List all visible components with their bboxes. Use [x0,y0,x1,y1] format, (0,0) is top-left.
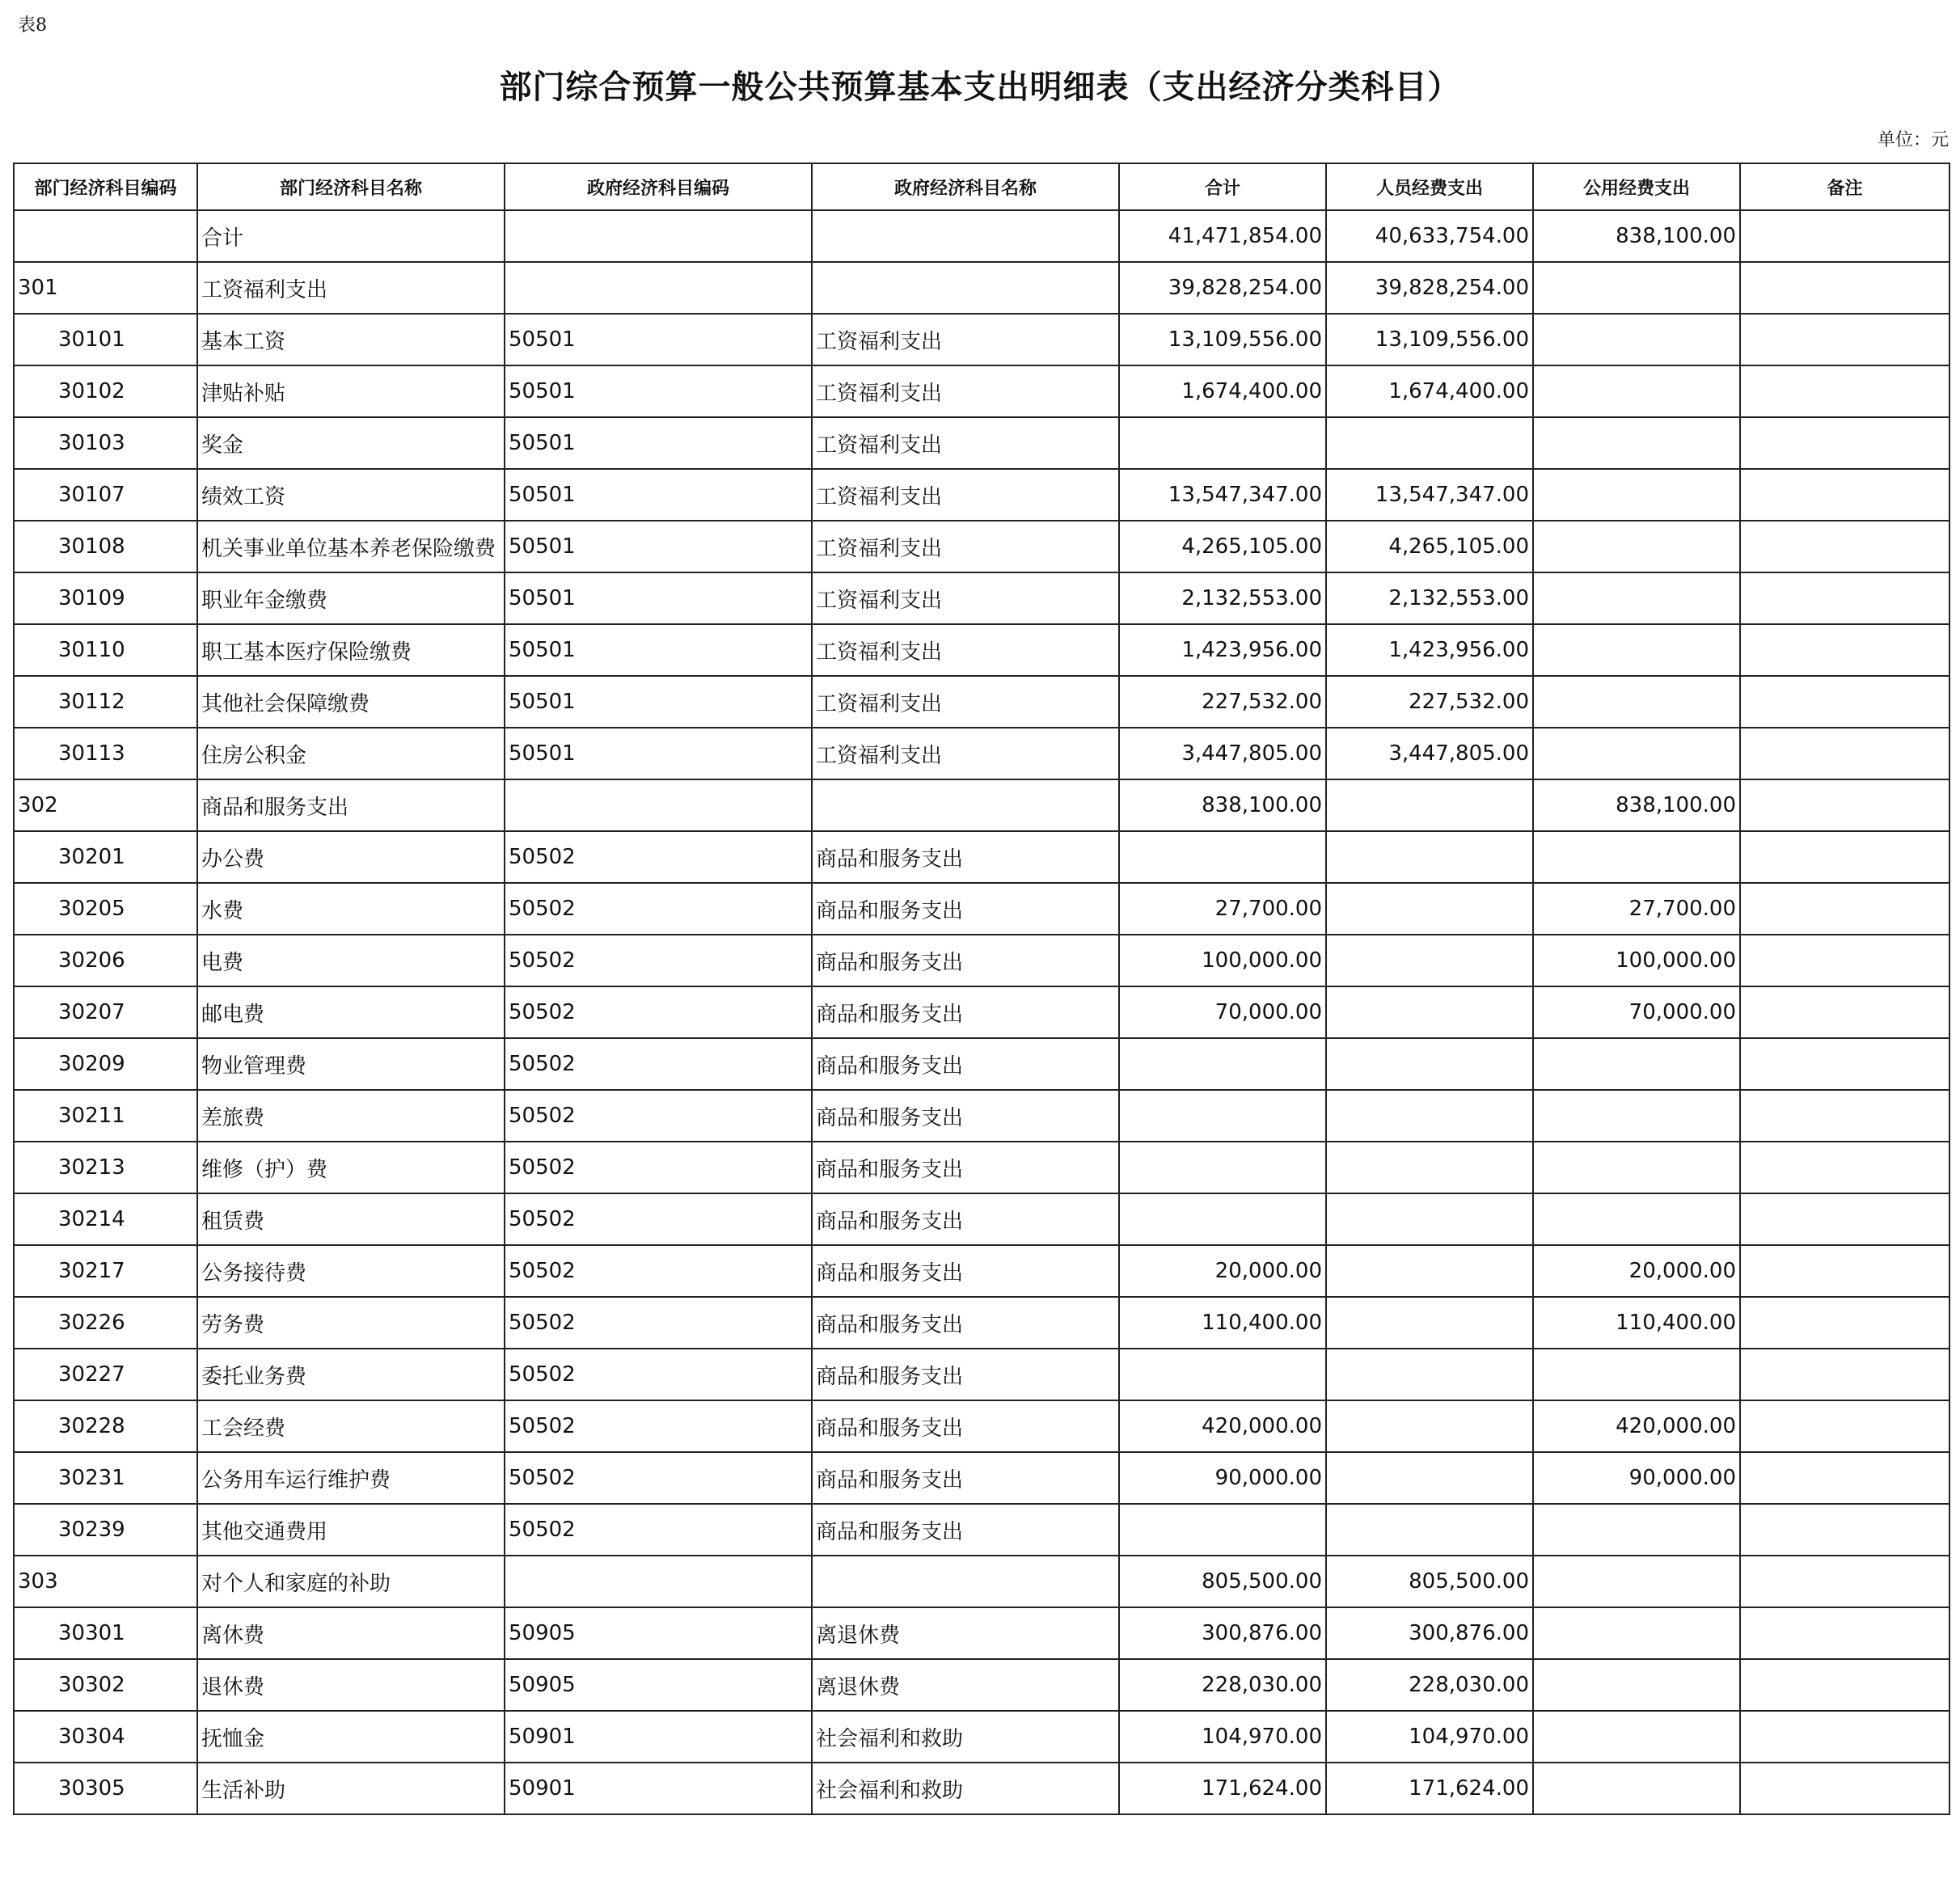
dept-code-cell: 30112 [14,676,197,728]
dept-code-cell: 30108 [14,521,197,572]
public-cell [1533,831,1740,883]
header-dept-name: 部门经济科目名称 [197,163,505,210]
dept-name-cell: 抚恤金 [197,1711,505,1763]
personnel-cell [1326,1245,1533,1297]
public-cell [1533,624,1740,676]
personnel-cell [1326,831,1533,883]
table-row [14,883,1949,935]
total-cell: 13,109,556.00 [1119,314,1326,365]
note-cell [1740,1607,1949,1659]
personnel-cell [1326,417,1533,469]
total-cell: 41,471,854.00 [1119,210,1326,262]
dept-name-cell: 公务接待费 [197,1245,505,1297]
total-cell: 420,000.00 [1119,1400,1326,1452]
dept-code-cell: 30211 [14,1090,197,1142]
dept-name-cell: 劳务费 [197,1297,505,1349]
header-personnel: 人员经费支出 [1326,163,1533,210]
total-cell: 1,423,956.00 [1119,624,1326,676]
dept-name-cell: 办公费 [197,831,505,883]
dept-code-cell: 303 [14,1556,197,1607]
total-cell: 838,100.00 [1119,779,1326,831]
gov-name-cell: 商品和服务支出 [812,1038,1119,1090]
table-row [14,417,1949,469]
personnel-cell [1326,1400,1533,1452]
dept-name-cell: 绩效工资 [197,469,505,521]
public-cell [1533,1763,1740,1814]
dept-code-cell: 30302 [14,1659,197,1711]
total-cell: 100,000.00 [1119,935,1326,986]
public-cell: 90,000.00 [1533,1452,1740,1504]
public-cell: 70,000.00 [1533,986,1740,1038]
total-cell: 805,500.00 [1119,1556,1326,1607]
budget-detail-table [13,163,1950,1815]
header-total: 合计 [1119,163,1326,210]
gov-name-cell: 工资福利支出 [812,572,1119,624]
personnel-cell: 805,500.00 [1326,1556,1533,1607]
note-cell [1740,883,1949,935]
gov-code-cell [505,1556,812,1607]
gov-code-cell [505,262,812,314]
table-row [14,1297,1949,1349]
table-row [14,1038,1949,1090]
gov-code-cell: 50502 [505,1142,812,1193]
total-cell: 27,700.00 [1119,883,1326,935]
gov-name-cell: 工资福利支出 [812,417,1119,469]
public-cell: 27,700.00 [1533,883,1740,935]
note-cell [1740,1038,1949,1090]
gov-name-cell: 商品和服务支出 [812,883,1119,935]
total-cell: 228,030.00 [1119,1659,1326,1711]
dept-code-cell: 30304 [14,1711,197,1763]
note-cell [1740,779,1949,831]
dept-code-cell: 30239 [14,1504,197,1556]
gov-name-cell: 商品和服务支出 [812,831,1119,883]
gov-name-cell: 工资福利支出 [812,314,1119,365]
public-cell [1533,262,1740,314]
total-cell: 39,828,254.00 [1119,262,1326,314]
total-cell [1119,1349,1326,1400]
gov-code-cell: 50502 [505,986,812,1038]
dept-name-cell: 物业管理费 [197,1038,505,1090]
total-cell: 20,000.00 [1119,1245,1326,1297]
gov-code-cell: 50502 [505,1504,812,1556]
dept-name-cell: 职业年金缴费 [197,572,505,624]
total-cell [1119,831,1326,883]
gov-code-cell: 50502 [505,1038,812,1090]
dept-code-cell: 30209 [14,1038,197,1090]
total-cell [1119,417,1326,469]
personnel-cell: 13,547,347.00 [1326,469,1533,521]
public-cell: 110,400.00 [1533,1297,1740,1349]
dept-code-cell: 30226 [14,1297,197,1349]
gov-name-cell: 商品和服务支出 [812,1193,1119,1245]
dept-code-cell: 30214 [14,1193,197,1245]
public-cell [1533,314,1740,365]
dept-name-cell: 邮电费 [197,986,505,1038]
personnel-cell: 13,109,556.00 [1326,314,1533,365]
gov-name-cell: 商品和服务支出 [812,986,1119,1038]
dept-name-cell: 其他社会保障缴费 [197,676,505,728]
table-row [14,624,1949,676]
total-cell: 1,674,400.00 [1119,365,1326,417]
gov-name-cell: 工资福利支出 [812,624,1119,676]
gov-code-cell [505,210,812,262]
gov-name-cell: 商品和服务支出 [812,1245,1119,1297]
header-note: 备注 [1740,163,1949,210]
note-cell [1740,1556,1949,1607]
personnel-cell [1326,883,1533,935]
note-cell [1740,1142,1949,1193]
dept-name-cell: 合计 [197,210,505,262]
header-row [14,163,1949,210]
dept-name-cell: 奖金 [197,417,505,469]
table-row [14,1193,1949,1245]
gov-code-cell: 50502 [505,831,812,883]
note-cell [1740,986,1949,1038]
dept-name-cell: 电费 [197,935,505,986]
dept-name-cell: 委托业务费 [197,1349,505,1400]
gov-name-cell: 商品和服务支出 [812,1090,1119,1142]
page-title: 部门综合预算一般公共预算基本支出明细表（支出经济分类科目） [499,68,1461,106]
note-cell [1740,572,1949,624]
gov-name-cell: 工资福利支出 [812,469,1119,521]
gov-code-cell: 50501 [505,676,812,728]
total-cell: 104,970.00 [1119,1711,1326,1763]
public-cell: 838,100.00 [1533,779,1740,831]
gov-name-cell: 商品和服务支出 [812,1349,1119,1400]
personnel-cell: 39,828,254.00 [1326,262,1533,314]
dept-name-cell: 租赁费 [197,1193,505,1245]
note-cell [1740,624,1949,676]
table-row [14,314,1949,365]
gov-code-cell [505,779,812,831]
dept-code-cell: 30213 [14,1142,197,1193]
public-cell [1533,365,1740,417]
dept-code-cell: 30110 [14,624,197,676]
note-cell [1740,314,1949,365]
gov-name-cell: 商品和服务支出 [812,1452,1119,1504]
dept-name-cell: 工资福利支出 [197,262,505,314]
total-cell [1119,1090,1326,1142]
table-row [14,676,1949,728]
personnel-cell [1326,1193,1533,1245]
personnel-cell [1326,935,1533,986]
gov-code-cell: 50501 [505,728,812,779]
public-cell [1533,728,1740,779]
table-row [14,521,1949,572]
public-cell [1533,1090,1740,1142]
note-cell [1740,417,1949,469]
table-row [14,1245,1949,1297]
gov-name-cell [812,210,1119,262]
total-cell: 70,000.00 [1119,986,1326,1038]
total-cell: 110,400.00 [1119,1297,1326,1349]
public-cell [1533,1556,1740,1607]
dept-code-cell: 30217 [14,1245,197,1297]
note-cell [1740,1763,1949,1814]
personnel-cell: 300,876.00 [1326,1607,1533,1659]
dept-name-cell: 工会经费 [197,1400,505,1452]
gov-code-cell: 50502 [505,1452,812,1504]
dept-name-cell: 职工基本医疗保险缴费 [197,624,505,676]
gov-name-cell: 工资福利支出 [812,728,1119,779]
gov-name-cell [812,262,1119,314]
header-public: 公用经费支出 [1533,163,1740,210]
table-row [14,935,1949,986]
table-row [14,831,1949,883]
gov-code-cell: 50501 [505,365,812,417]
personnel-cell [1326,779,1533,831]
personnel-cell [1326,1349,1533,1400]
public-cell [1533,1504,1740,1556]
gov-code-cell: 50502 [505,1245,812,1297]
dept-name-cell: 水费 [197,883,505,935]
gov-code-cell: 50501 [505,469,812,521]
dept-code-cell: 30227 [14,1349,197,1400]
unit-label: 单位：元 [1877,130,1949,150]
dept-code-cell: 30103 [14,417,197,469]
header-dept-code: 部门经济科目编码 [14,163,197,210]
table-row [14,1400,1949,1452]
gov-code-cell: 50502 [505,1297,812,1349]
dept-code-cell: 30301 [14,1607,197,1659]
dept-code-cell: 30231 [14,1452,197,1504]
table-row [14,728,1949,779]
dept-name-cell: 对个人和家庭的补助 [197,1556,505,1607]
personnel-cell: 3,447,805.00 [1326,728,1533,779]
total-cell: 300,876.00 [1119,1607,1326,1659]
dept-name-cell: 离休费 [197,1607,505,1659]
dept-code-cell: 30102 [14,365,197,417]
gov-code-cell: 50501 [505,572,812,624]
table-row [14,210,1949,262]
personnel-cell [1326,1038,1533,1090]
note-cell [1740,1711,1949,1763]
total-cell [1119,1142,1326,1193]
dept-name-cell: 其他交通费用 [197,1504,505,1556]
dept-name-cell: 住房公积金 [197,728,505,779]
gov-name-cell: 商品和服务支出 [812,1504,1119,1556]
gov-name-cell: 商品和服务支出 [812,935,1119,986]
note-cell [1740,210,1949,262]
public-cell [1533,1193,1740,1245]
total-cell [1119,1504,1326,1556]
dept-code-cell: 30201 [14,831,197,883]
dept-name-cell: 基本工资 [197,314,505,365]
note-cell [1740,469,1949,521]
total-cell [1119,1038,1326,1090]
public-cell: 838,100.00 [1533,210,1740,262]
dept-name-cell: 差旅费 [197,1090,505,1142]
gov-name-cell: 社会福利和救助 [812,1711,1119,1763]
note-cell [1740,521,1949,572]
gov-code-cell: 50501 [505,314,812,365]
personnel-cell: 1,423,956.00 [1326,624,1533,676]
gov-name-cell: 工资福利支出 [812,365,1119,417]
public-cell [1533,1607,1740,1659]
table-row [14,365,1949,417]
gov-name-cell: 商品和服务支出 [812,1400,1119,1452]
dept-code-cell [14,210,197,262]
note-cell [1740,1090,1949,1142]
total-cell: 3,447,805.00 [1119,728,1326,779]
header-gov-code: 政府经济科目编码 [505,163,812,210]
dept-code-cell: 30228 [14,1400,197,1452]
note-cell [1740,728,1949,779]
table-row [14,469,1949,521]
gov-name-cell: 工资福利支出 [812,676,1119,728]
personnel-cell [1326,1090,1533,1142]
gov-code-cell: 50905 [505,1659,812,1711]
table-row [14,1452,1949,1504]
note-cell [1740,365,1949,417]
gov-name-cell: 工资福利支出 [812,521,1119,572]
gov-name-cell: 离退休费 [812,1659,1119,1711]
dept-code-cell: 30305 [14,1763,197,1814]
dept-name-cell: 维修（护）费 [197,1142,505,1193]
dept-code-cell: 30205 [14,883,197,935]
table-row [14,1607,1949,1659]
total-cell [1119,1193,1326,1245]
personnel-cell [1326,1452,1533,1504]
table-header [14,163,1949,210]
gov-code-cell: 50501 [505,521,812,572]
gov-code-cell: 50502 [505,1090,812,1142]
table-body [14,210,1949,1814]
gov-code-cell: 50502 [505,1349,812,1400]
table-row [14,779,1949,831]
note-cell [1740,1400,1949,1452]
dept-name-cell: 退休费 [197,1659,505,1711]
gov-code-cell: 50501 [505,624,812,676]
dept-code-cell: 30206 [14,935,197,986]
public-cell [1533,1349,1740,1400]
public-cell [1533,1038,1740,1090]
personnel-cell: 1,674,400.00 [1326,365,1533,417]
public-cell [1533,1711,1740,1763]
table-row [14,986,1949,1038]
dept-name-cell: 生活补助 [197,1763,505,1814]
personnel-cell: 227,532.00 [1326,676,1533,728]
dept-code-cell: 302 [14,779,197,831]
gov-name-cell: 社会福利和救助 [812,1763,1119,1814]
dept-code-cell: 301 [14,262,197,314]
public-cell [1533,1659,1740,1711]
gov-code-cell: 50502 [505,1193,812,1245]
table-row [14,262,1949,314]
personnel-cell: 228,030.00 [1326,1659,1533,1711]
personnel-cell [1326,986,1533,1038]
table-row [14,1556,1949,1607]
dept-name-cell: 商品和服务支出 [197,779,505,831]
gov-code-cell: 50901 [505,1763,812,1814]
note-cell [1740,1349,1949,1400]
total-cell: 2,132,553.00 [1119,572,1326,624]
table-row [14,1763,1949,1814]
note-cell [1740,1659,1949,1711]
gov-name-cell: 商品和服务支出 [812,1142,1119,1193]
public-cell [1533,572,1740,624]
total-cell: 13,547,347.00 [1119,469,1326,521]
personnel-cell: 4,265,105.00 [1326,521,1533,572]
public-cell [1533,521,1740,572]
personnel-cell: 40,633,754.00 [1326,210,1533,262]
gov-name-cell: 离退休费 [812,1607,1119,1659]
public-cell [1533,1142,1740,1193]
gov-code-cell: 50901 [505,1711,812,1763]
dept-name-cell: 公务用车运行维护费 [197,1452,505,1504]
gov-name-cell [812,779,1119,831]
dept-name-cell: 津贴补贴 [197,365,505,417]
public-cell [1533,417,1740,469]
public-cell: 20,000.00 [1533,1245,1740,1297]
gov-code-cell: 50905 [505,1607,812,1659]
table-row [14,1659,1949,1711]
note-cell [1740,1452,1949,1504]
table-row [14,572,1949,624]
personnel-cell: 104,970.00 [1326,1711,1533,1763]
table-row [14,1711,1949,1763]
total-cell: 4,265,105.00 [1119,521,1326,572]
personnel-cell: 2,132,553.00 [1326,572,1533,624]
note-cell [1740,1297,1949,1349]
dept-name-cell: 机关事业单位基本养老保险缴费 [197,521,505,572]
total-cell: 90,000.00 [1119,1452,1326,1504]
public-cell [1533,469,1740,521]
note-cell [1740,1245,1949,1297]
note-cell [1740,831,1949,883]
table-row [14,1349,1949,1400]
table-number-label: 表8 [18,15,47,36]
header-gov-name: 政府经济科目名称 [812,163,1119,210]
total-cell: 171,624.00 [1119,1763,1326,1814]
gov-code-cell: 50502 [505,883,812,935]
note-cell [1740,1504,1949,1556]
public-cell: 420,000.00 [1533,1400,1740,1452]
gov-name-cell [812,1556,1119,1607]
dept-code-cell: 30101 [14,314,197,365]
table-row [14,1504,1949,1556]
note-cell [1740,262,1949,314]
personnel-cell: 171,624.00 [1326,1763,1533,1814]
table-row [14,1090,1949,1142]
dept-code-cell: 30109 [14,572,197,624]
personnel-cell [1326,1297,1533,1349]
personnel-cell [1326,1504,1533,1556]
public-cell: 100,000.00 [1533,935,1740,986]
gov-code-cell: 50502 [505,935,812,986]
dept-code-cell: 30107 [14,469,197,521]
total-cell: 227,532.00 [1119,676,1326,728]
note-cell [1740,1193,1949,1245]
gov-code-cell: 50502 [505,1400,812,1452]
personnel-cell [1326,1142,1533,1193]
gov-name-cell: 商品和服务支出 [812,1297,1119,1349]
dept-code-cell: 30207 [14,986,197,1038]
public-cell [1533,676,1740,728]
note-cell [1740,935,1949,986]
gov-code-cell: 50501 [505,417,812,469]
table-row [14,1142,1949,1193]
dept-code-cell: 30113 [14,728,197,779]
note-cell [1740,676,1949,728]
